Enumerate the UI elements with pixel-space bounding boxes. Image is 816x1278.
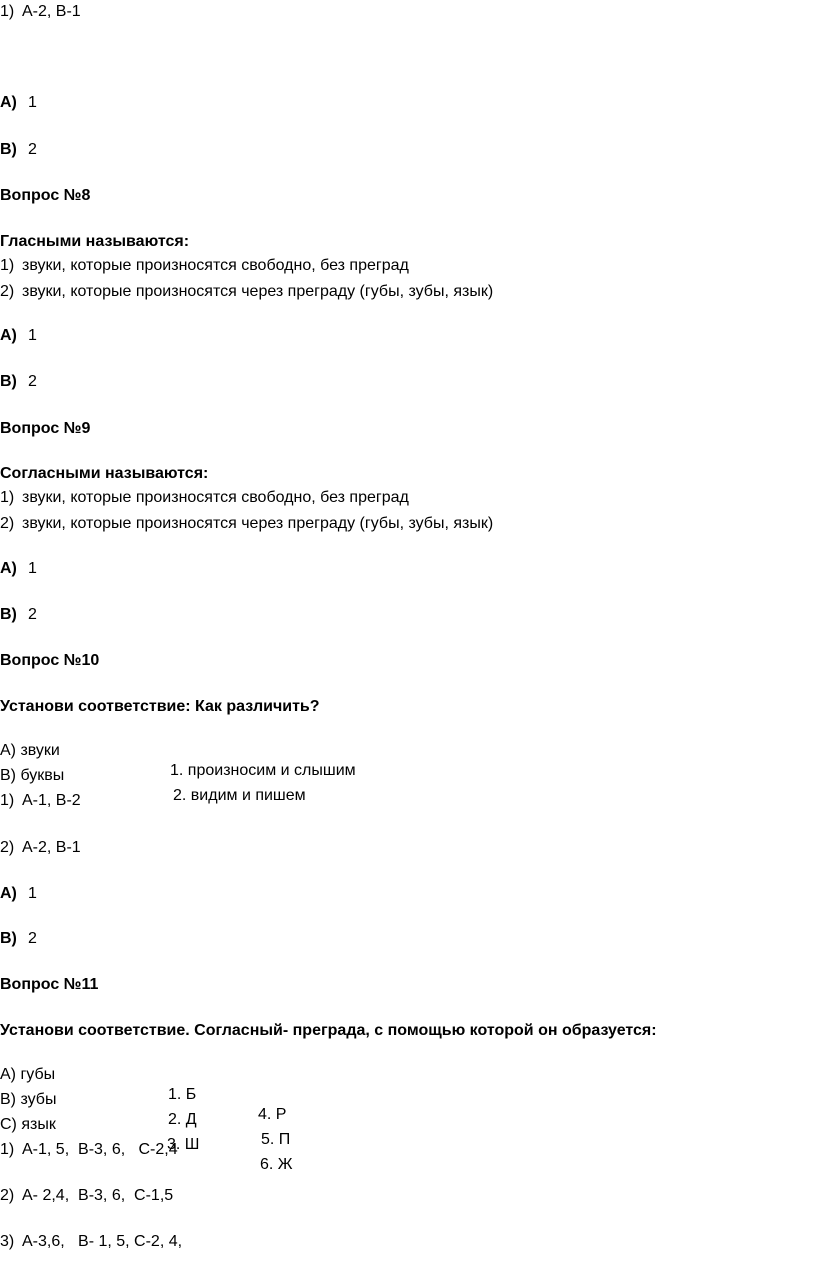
option-text: А-2, В-1 bbox=[22, 3, 81, 20]
answer-label: А) bbox=[0, 560, 17, 577]
question-title: Вопрос №8 bbox=[0, 187, 91, 204]
answer-label: А) bbox=[0, 94, 17, 111]
answer-b bbox=[0, 605, 37, 625]
answer-b bbox=[0, 372, 37, 392]
question-text: Гласными называются: bbox=[0, 233, 190, 250]
option-line bbox=[0, 2, 81, 22]
answer-a bbox=[0, 884, 37, 904]
option-line bbox=[0, 514, 493, 534]
match-mid: 3. Ш bbox=[167, 1136, 200, 1153]
match-right: 5. П bbox=[261, 1131, 291, 1148]
question-title: Вопрос №10 bbox=[0, 652, 100, 669]
match-mid: 2. Д bbox=[168, 1111, 197, 1128]
match-left: В) буквы bbox=[0, 767, 65, 784]
answer-label: В) bbox=[0, 141, 17, 158]
option-number: 1) bbox=[0, 792, 15, 809]
option-text: звуки, которые произносятся свободно, без преград bbox=[22, 489, 409, 506]
option-number: 3) bbox=[0, 1233, 15, 1250]
match-right: 4. Р bbox=[258, 1106, 287, 1123]
question-text: Установи соответствие: Как различить? bbox=[0, 698, 320, 715]
answer-a bbox=[0, 93, 37, 113]
option-number: 1) bbox=[0, 257, 15, 274]
answer-b bbox=[0, 140, 37, 160]
option-line bbox=[0, 282, 493, 302]
option-number: 2) bbox=[0, 515, 15, 532]
answer-value: 2 bbox=[28, 141, 37, 158]
option-text: А-1, В-2 bbox=[22, 792, 81, 809]
answer-value: 1 bbox=[28, 885, 37, 902]
match-right: 2. видим и пишем bbox=[173, 787, 306, 804]
question-title: Вопрос №9 bbox=[0, 420, 91, 437]
answer-value: 1 bbox=[28, 327, 37, 344]
option-line bbox=[0, 256, 409, 276]
option-line bbox=[0, 1140, 178, 1160]
answer-label: А) bbox=[0, 885, 17, 902]
option-number: 1) bbox=[0, 1141, 15, 1158]
match-right: 1. произносим и слышим bbox=[170, 762, 356, 779]
match-right: 6. Ж bbox=[260, 1156, 293, 1173]
option-text: звуки, которые произносятся через преграду (губы, зубы, язык) bbox=[22, 515, 494, 532]
answer-value: 1 bbox=[28, 94, 37, 111]
option-line bbox=[0, 1186, 173, 1206]
option-line bbox=[0, 488, 409, 508]
option-number: 1) bbox=[0, 489, 15, 506]
match-mid: 1. Б bbox=[168, 1086, 197, 1103]
option-text: А-3,6, В- 1, 5, С-2, 4, bbox=[22, 1233, 183, 1250]
answer-label: В) bbox=[0, 606, 17, 623]
match-left: В) зубы bbox=[0, 1091, 57, 1108]
option-text: звуки, которые произносятся свободно, без преград bbox=[22, 257, 409, 274]
answer-value: 2 bbox=[28, 930, 37, 947]
answer-a bbox=[0, 559, 37, 579]
question-text: Согласными называются: bbox=[0, 465, 209, 482]
answer-label: В) bbox=[0, 930, 17, 947]
option-text: А-1, 5, В-3, 6, С-2,4 bbox=[22, 1141, 178, 1158]
option-text: А- 2,4, В-3, 6, С-1,5 bbox=[22, 1187, 174, 1204]
answer-b bbox=[0, 929, 37, 949]
option-text: звуки, которые произносятся через преграду (губы, зубы, язык) bbox=[22, 283, 494, 300]
option-number: 2) bbox=[0, 1187, 15, 1204]
answer-value: 2 bbox=[28, 373, 37, 390]
option-number: 2) bbox=[0, 283, 15, 300]
answer-value: 1 bbox=[28, 560, 37, 577]
answer-value: 2 bbox=[28, 606, 37, 623]
option-line bbox=[0, 791, 81, 811]
match-left: С) язык bbox=[0, 1116, 56, 1133]
option-number: 2) bbox=[0, 839, 15, 856]
question-title: Вопрос №11 bbox=[0, 976, 99, 993]
option-line bbox=[0, 838, 81, 858]
option-line bbox=[0, 1232, 182, 1252]
answer-a bbox=[0, 326, 37, 346]
match-left: А) губы bbox=[0, 1066, 56, 1083]
question-text: Установи соответствие. Согласный- преграда, с помощью которой он образуется: bbox=[0, 1022, 657, 1039]
option-text: А-2, В-1 bbox=[22, 839, 81, 856]
option-number: 1) bbox=[0, 3, 15, 20]
match-left: А) звуки bbox=[0, 742, 60, 759]
answer-label: В) bbox=[0, 373, 17, 390]
answer-label: А) bbox=[0, 327, 17, 344]
